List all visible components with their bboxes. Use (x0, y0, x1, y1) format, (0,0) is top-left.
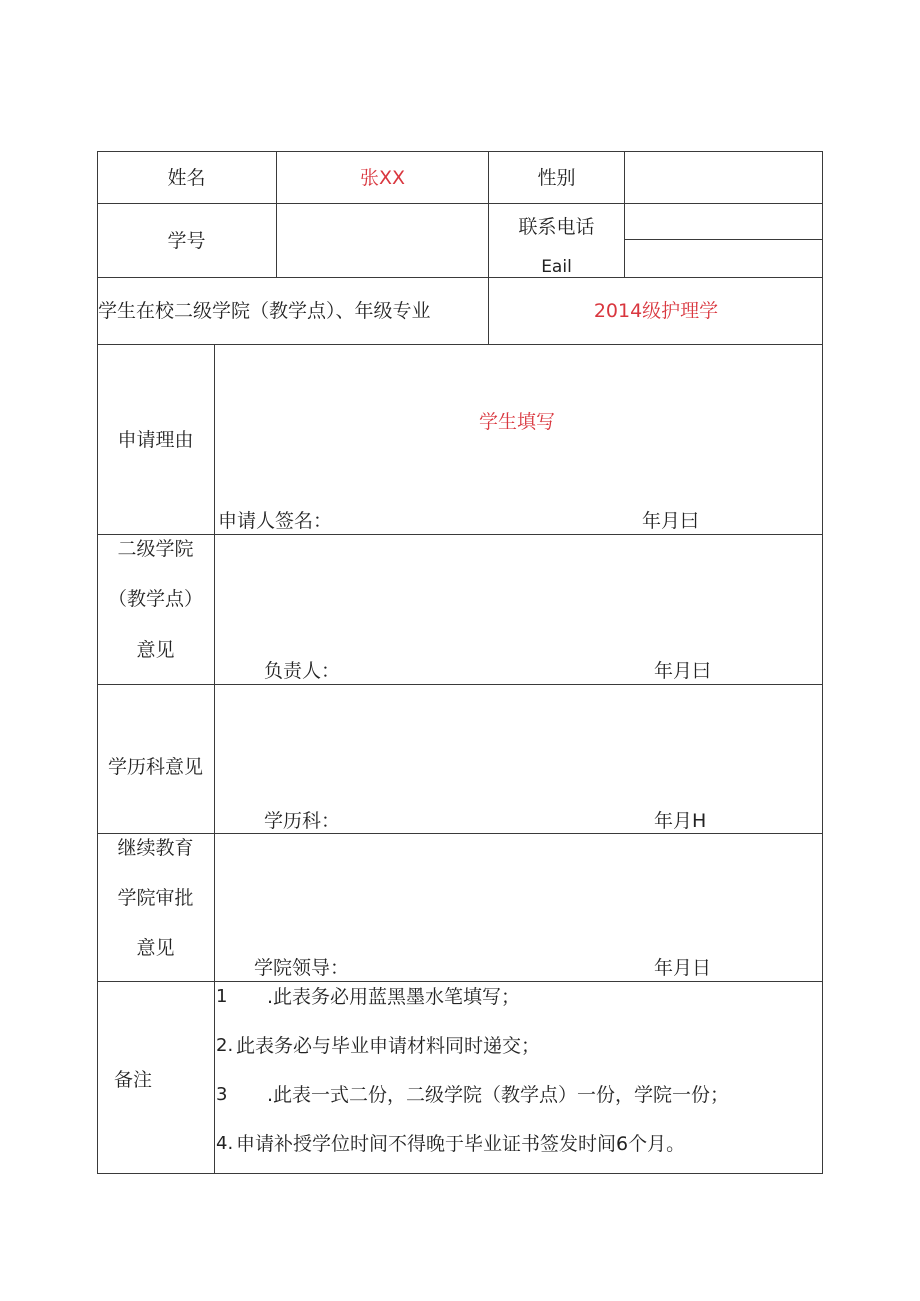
row-divider (97, 203, 823, 204)
border-top (97, 151, 823, 152)
row-divider (97, 534, 823, 535)
reason-label: 申请理由 (117, 429, 194, 451)
col-divider (624, 151, 625, 277)
row-divider (97, 344, 823, 345)
applicant-date-label: 年月曰 (642, 510, 700, 532)
applicant-signature-label: 申请人签名： (218, 510, 333, 532)
college-opinion-label-line: 二级学院 (117, 538, 194, 560)
college-leader-label: 学院领导： (254, 957, 350, 979)
phone-label: 联系电话 (518, 216, 595, 238)
gender-label: 性别 (537, 167, 576, 189)
records-opinion-label: 学历科意见 (107, 756, 203, 778)
note-number: 2. (216, 1035, 234, 1056)
name-value[interactable]: 张XX (359, 167, 406, 189)
note-text: 申请补授学位时间不得晚于毕业证书签发时间6个月。 (236, 1133, 686, 1155)
row-divider (97, 277, 823, 278)
notes-label: 备注 (114, 1069, 153, 1091)
row-divider (97, 684, 823, 685)
note-text: .此表一式二份，二级学院（教学点）一份，学院一份； (267, 1084, 730, 1106)
approval-date-label: 年月日 (654, 957, 712, 979)
approval-label-line: 继续教育 (117, 837, 194, 859)
reason-content[interactable]: 学生填写 (479, 411, 556, 433)
note-number: 3 (216, 1084, 228, 1105)
approval-label-line: 意见 (136, 937, 175, 959)
records-office-label: 学历科： (264, 810, 341, 832)
college-date-label: 年月曰 (654, 660, 712, 682)
note-number: 4. (216, 1133, 234, 1154)
row-divider (97, 833, 823, 834)
name-label: 姓名 (167, 167, 206, 189)
row-divider (97, 981, 823, 982)
col-divider (214, 344, 215, 1174)
application-form (97, 151, 823, 1174)
note-number: 1 (216, 986, 228, 1007)
note-text: 此表务必与毕业申请材料同时递交； (236, 1035, 541, 1057)
college-opinion-label-line: （教学点） (107, 588, 203, 610)
records-date-label: 年月H (654, 810, 707, 832)
email-label: Eail (541, 257, 572, 277)
college-value[interactable]: 2014级护理学 (593, 300, 719, 322)
border-bottom (97, 1173, 823, 1174)
note-text: .此表务必用蓝黑墨水笔填写； (267, 986, 521, 1008)
responsible-person-label: 负责人： (264, 660, 341, 682)
college-opinion-label-line: 意见 (136, 639, 175, 661)
row-divider (624, 239, 823, 240)
approval-label-line: 学院审批 (117, 887, 194, 909)
college-label: 学生在校二级学院（教学点）、年级专业 (98, 300, 431, 322)
student-id-label: 学号 (167, 230, 206, 252)
